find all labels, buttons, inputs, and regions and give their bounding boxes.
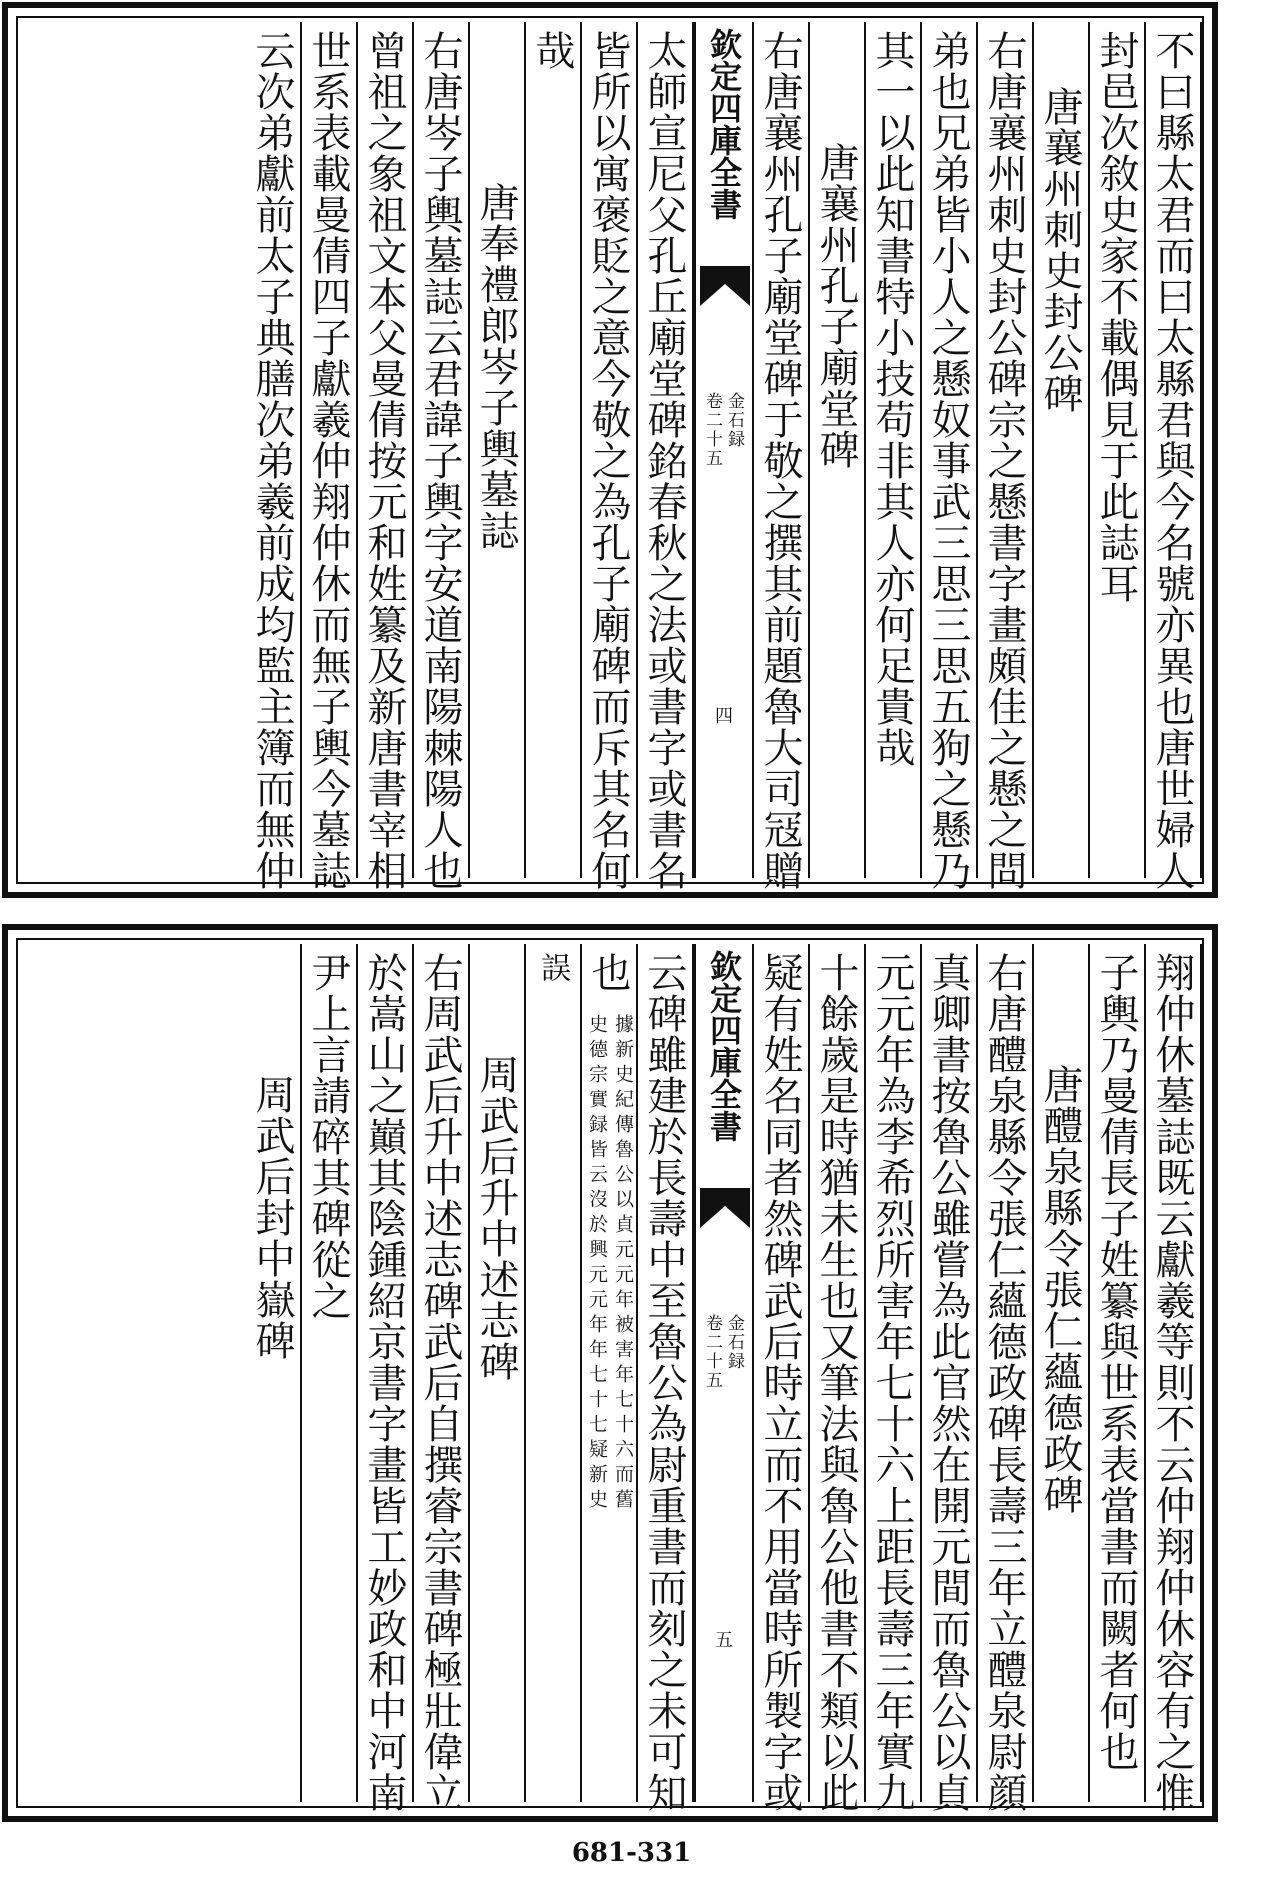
heading-column: 周武后升中述志碑 — [470, 944, 526, 1802]
text-column: 世系表載曼倩四子獻羲仲翔仲休而無子輿今墓誌 — [302, 22, 358, 878]
text-column: 元元年為李希烈所害年七十六上距長壽三年實九 — [866, 944, 922, 1802]
text-column: 十餘歲是時猶未生也又筆法與魯公他書不類以此 — [810, 944, 866, 1802]
top-page-frame — [2, 2, 1218, 898]
text-column: 弟也兄弟皆小人之懸奴事武三思三思五狗之懸乃 — [922, 22, 978, 878]
text-column: 皆所以寓褒貶之意今敬之為孔子廟碑而斥其名何 — [582, 22, 638, 878]
text-column: 右唐岑子輿墓誌云君諱子輿字安道南陽棘陽人也 — [414, 22, 470, 878]
text-column: 子輿乃曼倩長子姓纂與世系表當書而闕者何也 — [1090, 944, 1146, 1802]
heading-column: 唐奉禮郎岑子輿墓誌 — [470, 22, 526, 878]
page-number-footer: 681-331 — [571, 1838, 692, 1868]
text-column: 右唐襄州孔子廟堂碑于敬之撰其前題魯大司冦贈 — [754, 22, 810, 878]
series-title: 欽定四庫全書 — [705, 950, 743, 1142]
volume-number: 卷二十五 — [702, 1314, 722, 1390]
text-column: 真卿書按魯公雖嘗為此官然在開元間而魯公以貞 — [922, 944, 978, 1802]
text-column: 曾祖之象祖文本父曼倩按元和姓纂及新唐書宰相 — [358, 22, 414, 878]
text-column: 右唐襄州刺史封公碑宗之懸書字畫頗佳之懸之問 — [978, 22, 1034, 878]
fishtail-mark — [700, 1188, 750, 1228]
heading-column: 唐襄州刺史封公碑 — [1034, 22, 1090, 878]
text-column: 不曰縣太君而曰太縣君與今名號亦異也唐世婦人 — [1146, 22, 1202, 878]
interlinear-note: 據新史紀傳魯公以貞元元年被害年七十六而舊 史德宗實録皆云沒於興元元年年七十七疑新史 — [586, 1014, 634, 1514]
text-column: 疑有姓名同者然碑武后時立而不用當時所製字或 — [754, 944, 810, 1802]
text-column: 其一以此知書特小技苟非其人亦何足貴哉 — [866, 22, 922, 878]
folio-number: 五 — [715, 1630, 733, 1651]
text-column: 誤 — [526, 944, 582, 1802]
text-column: 哉 — [526, 22, 582, 878]
text-column: 翔仲休墓誌既云獻羲等則不云仲翔仲休容有之惟 — [1146, 944, 1202, 1802]
bottom-page-inner-border — [16, 938, 1204, 1813]
heading-column: 周武后封中嶽碑 — [246, 944, 302, 1802]
folio-number: 四 — [715, 706, 733, 727]
book-title-small: 金石録 — [724, 1314, 744, 1371]
top-page-inner-border — [16, 16, 1204, 891]
heading-column: 唐醴泉縣令張仁蘊德政碑 — [1034, 944, 1090, 1802]
bottom-page-frame — [2, 924, 1218, 1822]
text-column: 尹上言請碎其碑從之 — [302, 944, 358, 1802]
book-title-small: 金石録 — [724, 392, 744, 449]
text-column: 於嵩山之巔其陰鍾紹京書字畫皆工妙政和中河南 — [358, 944, 414, 1802]
heading-column: 唐襄州孔子廟堂碑 — [810, 22, 866, 878]
center-fold-column — [694, 944, 754, 1802]
text-column: 右周武后升中述志碑武后自撰睿宗書碑極壯偉立 — [414, 944, 470, 1802]
text-column: 太師宣尼父孔丘廟堂碑銘春秋之法或書字或書名 — [638, 22, 694, 878]
series-title: 欽定四庫全書 — [705, 28, 743, 220]
text-column: 封邑次敘史家不載偶見于此誌耳 — [1090, 22, 1146, 878]
annotated-column: 也 據新史紀傳魯公以貞元元年被害年七十六而舊 史德宗實録皆云沒於興元元年年七十七疑新史 — [582, 944, 638, 1802]
fishtail-mark — [700, 266, 750, 306]
text-column: 云次弟獻前太子典膳次弟羲前成均監主簿而無仲 — [246, 22, 302, 878]
volume-number: 卷二十五 — [702, 392, 722, 468]
text-column: 云碑雖建於長壽中至魯公為尉重書而刻之未可知 — [638, 944, 694, 1802]
text-column: 右唐醴泉縣令張仁蘊德政碑長壽三年立醴泉尉顔 — [978, 944, 1034, 1802]
center-fold-column — [694, 22, 754, 878]
